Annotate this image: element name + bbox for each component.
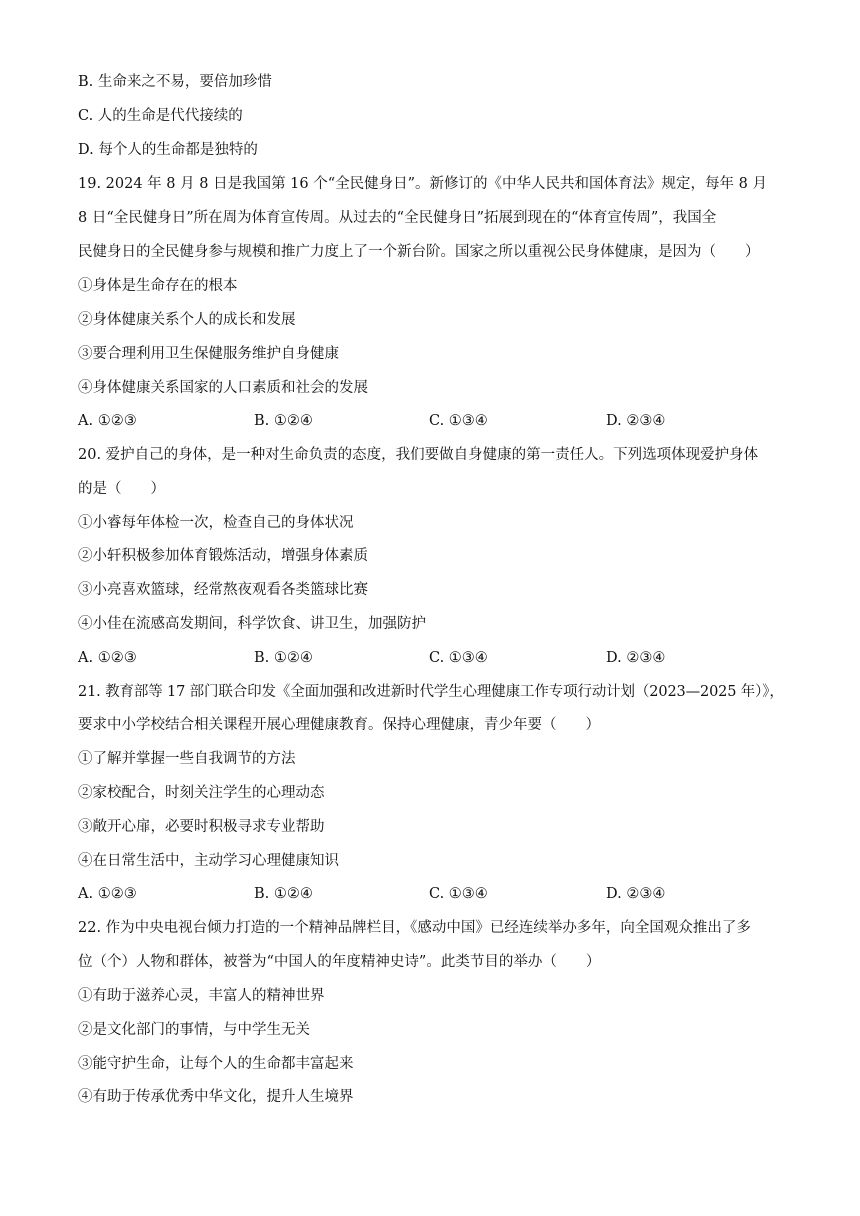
q19-item-4: ④身体健康关系国家的人口素质和社会的发展 bbox=[78, 380, 368, 396]
q20-option-a: A. ①②③ bbox=[78, 650, 137, 666]
q20-item-3: ③小亮喜欢篮球，经常熬夜观看各类篮球比赛 bbox=[78, 582, 368, 598]
q21-item-1: ①了解并掌握一些自我调节的方法 bbox=[78, 751, 296, 767]
q22-item-3: ③能守护生命，让每个人的生命都丰富起来 bbox=[78, 1056, 354, 1072]
q22-item-1: ①有助于滋养心灵，丰富人的精神世界 bbox=[78, 988, 325, 1004]
q19-option-d: D. ②③④ bbox=[606, 413, 666, 429]
q22-item-4: ④有助于传承优秀中华文化，提升人生境界 bbox=[78, 1089, 354, 1105]
q21-stem-line-1: 21. 教育部等 17 部门联合印发《全面加强和改进新时代学生心理健康工作专项行动计划（2023—2025 年）》， bbox=[78, 684, 784, 700]
q19-option-b: B. ①②④ bbox=[254, 413, 313, 429]
q21-stem-line-2: 要求中小学校结合相关课程开展心理健康教育。保持心理健康，青少年要（ ） bbox=[78, 717, 600, 733]
q20-stem-line-1: 20. 爱护自己的身体，是一种对生命负责的态度，我们要做自身健康的第一责任人。下列选项体现爱护身体 bbox=[78, 447, 759, 463]
q21-item-4: ④在日常生活中，主动学习心理健康知识 bbox=[78, 853, 339, 869]
q19-stem-line-1: 19. 2024 年 8 月 8 日是我国第 16 个“全民健身日”。新修订的《中华人民共和国体育法》规定，每年 8 月 bbox=[78, 176, 768, 192]
q19-item-2: ②身体健康关系个人的成长和发展 bbox=[78, 312, 296, 328]
q22-stem-line-2: 位（个）人物和群体，被誉为“中国人的年度精神史诗”。此类节目的举办（ ） bbox=[78, 954, 601, 970]
q22-stem-line-1: 22. 作为中央电视台倾力打造的一个精神品牌栏目，《感动中国》已经连续举办多年，向全国观众推出了多 bbox=[78, 920, 751, 936]
q20-option-b: B. ①②④ bbox=[254, 650, 313, 666]
q21-option-d: D. ②③④ bbox=[606, 886, 666, 902]
q20-item-4: ④小佳在流感高发期间，科学饮食、讲卫生，加强防护 bbox=[78, 616, 426, 632]
q19-item-3: ③要合理利用卫生保健服务维护自身健康 bbox=[78, 346, 339, 362]
q21-option-b: B. ①②④ bbox=[254, 886, 313, 902]
q21-item-3: ③敞开心扉，必要时积极寻求专业帮助 bbox=[78, 819, 325, 835]
q20-item-1: ①小睿每年体检一次，检查自己的身体状况 bbox=[78, 515, 354, 531]
q20-options bbox=[78, 648, 778, 668]
q19-stem-line-3: 民健身日的全民健身参与规模和推广力度上了一个新台阶。国家之所以重视公民身体健康，是因为（ ） bbox=[78, 244, 760, 260]
q19-stem-line-2: 8 日“全民健身日”所在周为体育宣传周。从过去的“全民健身日”拓展到现在的“体育宣传周”，我国全 bbox=[78, 210, 717, 226]
q18-option-b: B. 生命来之不易，要倍加珍惜 bbox=[78, 74, 272, 90]
q21-options bbox=[78, 884, 778, 904]
q20-option-d: D. ②③④ bbox=[606, 650, 666, 666]
q20-stem-line-2: 的是（ ） bbox=[78, 481, 165, 497]
q22-item-2: ②是文化部门的事情，与中学生无关 bbox=[78, 1022, 310, 1038]
q19-item-1: ①身体是生命存在的根本 bbox=[78, 278, 238, 294]
q21-option-c: C. ①③④ bbox=[429, 886, 488, 902]
q19-option-a: A. ①②③ bbox=[78, 413, 137, 429]
q18-option-c: C. 人的生命是代代接续的 bbox=[78, 108, 243, 124]
q19-option-c: C. ①③④ bbox=[429, 413, 488, 429]
q20-item-2: ②小轩积极参加体育锻炼活动，增强身体素质 bbox=[78, 548, 368, 564]
q18-option-d: D. 每个人的生命都是独特的 bbox=[78, 142, 258, 158]
q19-options bbox=[78, 411, 778, 431]
q21-item-2: ②家校配合，时刻关注学生的心理动态 bbox=[78, 785, 325, 801]
q20-option-c: C. ①③④ bbox=[429, 650, 488, 666]
q21-option-a: A. ①②③ bbox=[78, 886, 137, 902]
